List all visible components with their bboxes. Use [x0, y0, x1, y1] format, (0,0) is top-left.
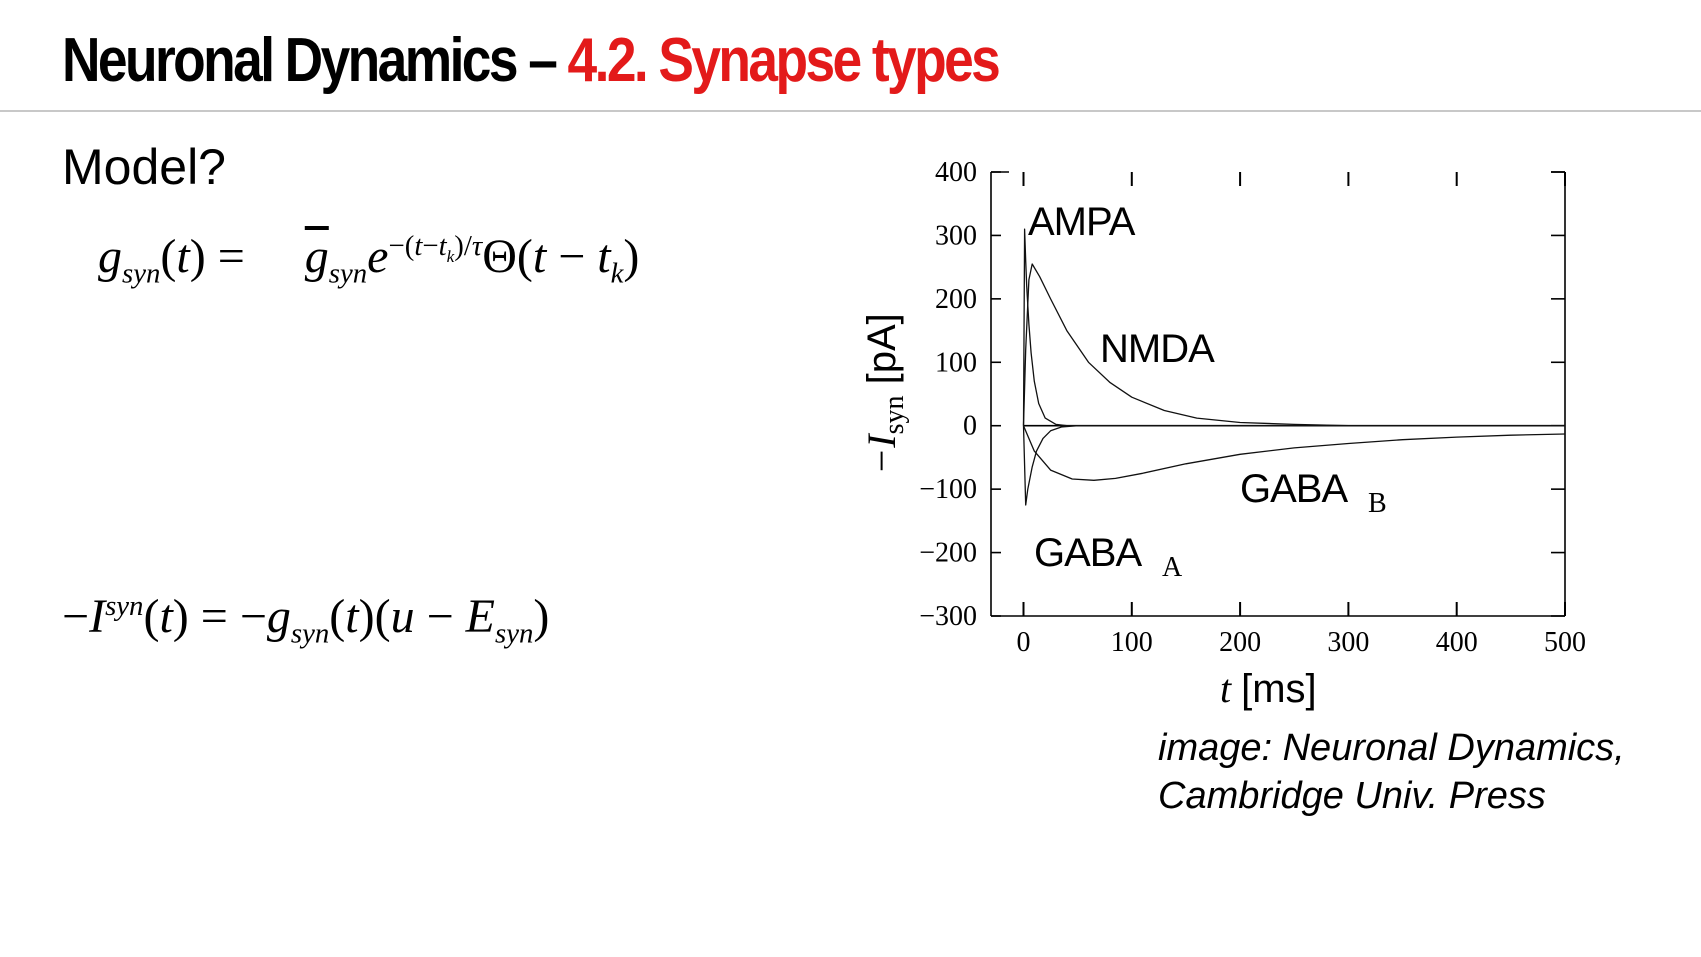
title-red-part: 4.2. Synapse types: [567, 26, 999, 95]
x-tick-label: 300: [1327, 627, 1370, 658]
y-tick-label: 200: [935, 283, 977, 315]
curve-label-gabab: GABA: [1240, 467, 1348, 511]
curve-label-sub: A: [1162, 552, 1183, 583]
current-equation: $-I^{syn}(t) = -g_{syn}(t)(u - E_{syn})$: [62, 590, 550, 650]
y-tick-label: −100: [919, 474, 977, 506]
y-tick-label: −200: [919, 537, 977, 569]
credit-line-2: Cambridge Univ. Press: [1158, 775, 1546, 817]
image-credit: [1158, 724, 1625, 820]
y-tick-label: 100: [935, 347, 977, 379]
conductance-equation: $g_{syn}(t)$ = $\overline{g}_{syn}e^{-(t-t_k)/\tau}\Theta(t - t_k)$: [98, 230, 640, 290]
x-tick-label: 500: [1544, 627, 1586, 658]
chart-ticks: [919, 157, 1586, 658]
curve-label-ampa: AMPA: [1028, 200, 1135, 244]
title-black-part: Neuronal Dynamics –: [62, 26, 568, 95]
y-tick-label: −300: [919, 601, 977, 632]
y-tick-label: 0: [963, 410, 977, 442]
credit-line-1: image: Neuronal Dynamics,: [1158, 727, 1625, 769]
y-tick-label: 400: [935, 157, 977, 188]
curve-label-gabaa: GABA: [1034, 531, 1142, 575]
x-tick-label: 200: [1219, 627, 1262, 658]
x-axis-title: t [ms]: [1220, 666, 1317, 711]
y-tick-label: 300: [935, 220, 977, 252]
curve-label-nmda: NMDA: [1100, 327, 1214, 371]
x-tick-label: 400: [1435, 627, 1478, 658]
x-tick-label: 0: [1016, 627, 1031, 658]
y-axis-title: $-I_{syn}$ [pA]: [859, 313, 910, 475]
model-question: Model?: [62, 139, 226, 195]
x-tick-label: 100: [1110, 627, 1153, 658]
curve-label-sub: B: [1368, 488, 1387, 519]
